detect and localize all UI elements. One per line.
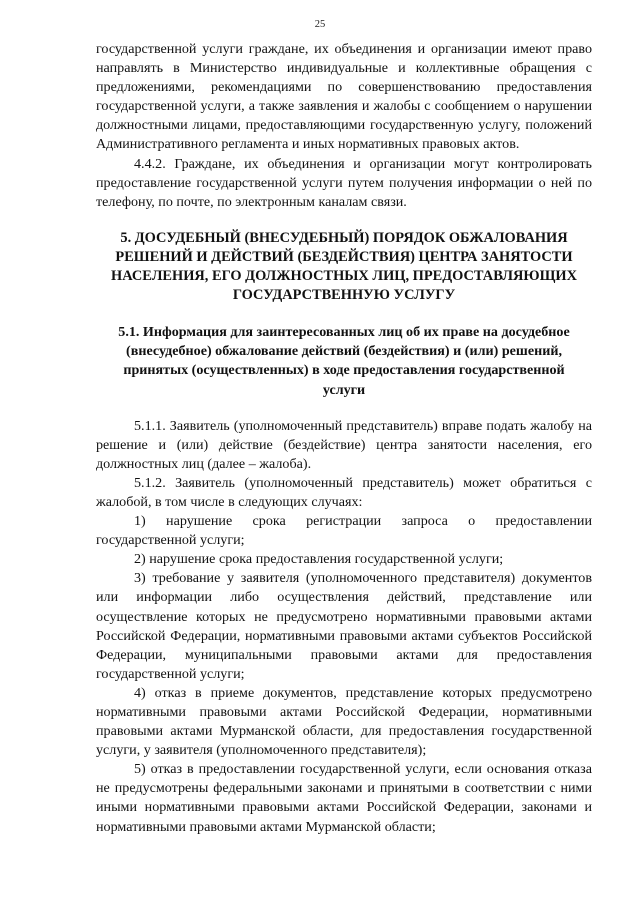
subsection-heading-5-1: 5.1. Информация для заинтересованных лиц об их праве на досудебное (внесудебное) обжалование действий (бездействия) и (или) решений, принятых (осуществленных) в ходе предоставления государственной услуги	[118, 324, 570, 398]
case-item-1: 1) нарушение срока регистрации запроса о предоставлении государственной услуги;	[96, 513, 592, 549]
case-item-2: 2) нарушение срока предоставления государственной услуги;	[134, 551, 504, 568]
case-item-3: 3) требование у заявителя (уполномоченного представителя) документов или информации либо осуществления действий, представление или осуществление которых не предусмотрено нормативными правовыми актами Российской Федерации, нормативными правовыми актами субъектов Российской Федерации, муниципальными правовыми актами для предоставления государственной услуги;	[96, 570, 592, 682]
case-item-4: 4) отказ в приеме документов, представление которых предусмотрено нормативными правовыми актами Российской Федерации, нормативными правовыми актами Мурманской области, для предоставления государственной услуги, у заявителя (уполномоченного представителя);	[96, 684, 592, 759]
page-number: 25	[314, 19, 326, 30]
case-item-5: 5) отказ в предоставлении государственной услуги, если основания отказа не предусмотрены федеральными законами и принятыми в соответствии с ними иными нормативными правовыми актами Российской Федерации, законами и нормативными правовыми актами Мурманской области;	[96, 761, 592, 835]
section-heading-5: 5. ДОСУДЕБНЫЙ (ВНЕСУДЕБНЫЙ) ПОРЯДОК ОБЖАЛОВАНИЯ РЕШЕНИЙ И ДЕЙСТВИЙ (БЕЗДЕЙСТВИЯ) ЦЕНТРА ЗАНЯТОСТИ НАСЕЛЕНИЯ, ЕГО ДОЛЖНОСТНЫХ ЛИЦ, ПРЕДОСТАВЛЯЮЩИХ ГОСУДАРСТВЕННУЮ УСЛУГУ	[111, 229, 577, 304]
paragraph-5-1-1: 5.1.1. Заявитель (уполномоченный представитель) вправе подать жалобу на решение и (или) действие (бездействие) центра занятости населения, его должностных лиц (далее – жалоба).	[96, 417, 592, 472]
page-content	[96, 40, 592, 837]
paragraph-5-1-2: 5.1.2. Заявитель (уполномоченный представитель) может обратиться с жалобой, в том числе в следующих случаях:	[96, 474, 592, 510]
paragraph-4-4-2: 4.4.2. Граждане, их объединения и организации могут контролировать предоставление государственной услуги путем получения информации о ней по телефону, по почте, по электронным каналам связи.	[96, 155, 592, 210]
paragraph-continuation: государственной услуги граждане, их объединения и организации имеют право направлять в Министерство индивидуальные и коллективные обращения с предложениями, рекомендациями по совершенствованию предоставления государственной услуги, а также заявления и жалобы с сообщением о нарушении должностными лицами, предоставляющими государственную услугу, положений Административного регламента и иных нормативных правовых актов.	[96, 41, 592, 153]
